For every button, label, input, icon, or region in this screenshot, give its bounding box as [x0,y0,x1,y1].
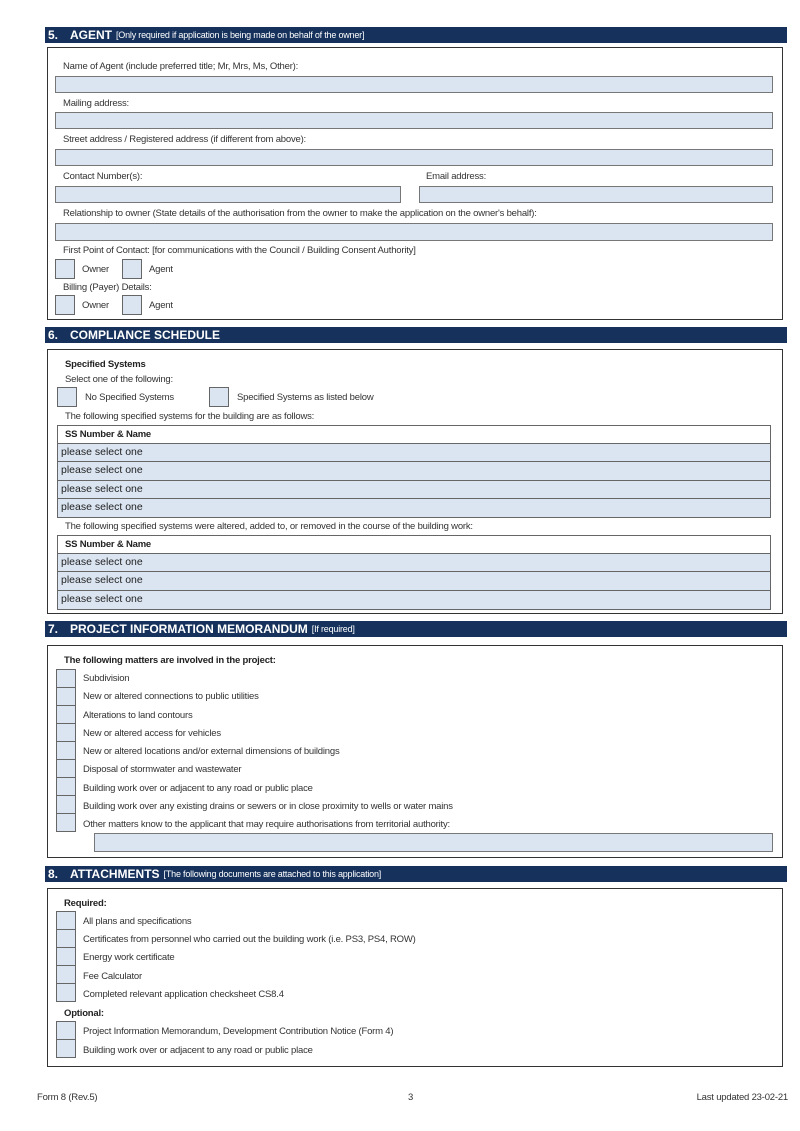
attach-checkbox-energy[interactable] [56,947,76,966]
specified-systems-listed-label: Specified Systems as listed below [237,392,374,403]
footer-page-number: 3 [408,1092,414,1103]
attachment-label: Energy work certificate [83,952,175,963]
table1-caption: The following specified systems for the building are as follows: [65,411,315,422]
pim-checkbox-subdivision[interactable] [56,669,76,688]
billing-agent-checkbox[interactable] [122,295,142,315]
attachment-label: Building work over or adjacent to any road or public place [83,1045,313,1056]
no-specified-systems-checkbox[interactable] [57,387,77,407]
mailing-address-input[interactable] [55,112,773,129]
ss-select-row[interactable]: please select one [58,499,770,517]
pim-item-label: New or altered connections to public utilities [83,691,259,702]
pim-checkbox-road-public-place[interactable] [56,777,76,796]
attach-checkbox-fee-calculator[interactable] [56,965,76,984]
pim-checkbox-other-matters[interactable] [56,813,76,832]
pim-item-label: Other matters know to the applicant that may require authorisations from territorial authority: [83,819,450,830]
section-title: COMPLIANCE SCHEDULE [70,328,221,342]
first-contact-owner-label: Owner [82,264,109,275]
pim-intro: The following matters are involved in the project: [64,655,276,666]
section-number: 8. [48,867,59,881]
attach-checkbox-checksheet[interactable] [56,983,76,1002]
pim-checkbox-utilities[interactable] [56,687,76,706]
attachment-label: Certificates from personnel who carried out the building work (i.e. PS3, PS4, ROW) [83,934,416,945]
pim-checkbox-land-contours[interactable] [56,705,76,724]
attach-checkbox-pim[interactable] [56,1021,76,1040]
section-number: 7. [48,622,59,636]
ss-select-row[interactable]: please select one [58,572,770,590]
section-7-header [45,621,787,637]
pim-item-label: Building work over any existing drains or sewers or in close proximity to wells or water mains [83,801,453,812]
section-8-header [45,866,787,882]
table-header: SS Number & Name [58,426,770,444]
section-note: [If required] [311,624,355,634]
ss-select-row[interactable]: please select one [58,554,770,572]
pim-item-label: Disposal of stormwater and wastewater [83,764,242,775]
section-title: ATTACHMENTS [70,867,160,881]
first-contact-agent-checkbox[interactable] [122,259,142,279]
street-address-input[interactable] [55,149,773,166]
pim-item-label: Subdivision [83,673,130,684]
email-address-label: Email address: [426,171,487,182]
no-specified-systems-label: No Specified Systems [85,392,174,403]
ss-select-row[interactable]: please select one [58,462,770,480]
specified-systems-heading: Specified Systems [65,359,146,370]
agent-name-input[interactable] [55,76,773,93]
billing-owner-checkbox[interactable] [55,295,75,315]
specified-systems-table [57,425,771,518]
altered-systems-table [57,535,771,610]
billing-owner-label: Owner [82,300,109,311]
first-contact-label: First Point of Contact: [for communications with the Council / Building Consent Authority] [63,245,416,256]
attach-checkbox-road-public-place[interactable] [56,1039,76,1058]
ss-select-row[interactable]: please select one [58,591,770,609]
attachment-label: Project Information Memorandum, Development Contribution Notice (Form 4) [83,1026,394,1037]
section-note: [The following documents are attached to this application] [163,869,382,879]
attachment-label: Fee Calculator [83,971,142,982]
pim-checkbox-drains-sewers[interactable] [56,795,76,814]
email-address-input[interactable] [419,186,773,203]
pim-item-label: New or altered access for vehicles [83,728,221,739]
section-note: [Only required if application is being made on behalf of the owner] [116,30,365,40]
footer-last-updated: Last updated 23-02-21 [696,1092,788,1103]
contact-number-input[interactable] [55,186,401,203]
first-contact-agent-label: Agent [149,264,173,275]
street-address-label: Street address / Registered address (if different from above): [63,134,306,145]
section-title: AGENT [70,28,112,42]
section-number: 5. [48,28,59,42]
first-contact-owner-checkbox[interactable] [55,259,75,279]
mailing-address-label: Mailing address: [63,98,129,109]
contact-number-label: Contact Number(s): [63,171,143,182]
footer-form-id: Form 8 (Rev.5) [37,1092,98,1103]
pim-item-label: New or altered locations and/or external dimensions of buildings [83,746,340,757]
section-5-header [45,27,787,43]
specified-systems-listed-checkbox[interactable] [209,387,229,407]
attachment-label: Completed relevant application checksheet CS8.4 [83,989,284,1000]
attachment-label: All plans and specifications [83,916,192,927]
table2-caption: The following specified systems were altered, added to, or removed in the course of the building work: [65,521,473,532]
billing-agent-label: Agent [149,300,173,311]
table-header: SS Number & Name [58,536,770,554]
section-6-header [45,327,787,343]
ss-select-row[interactable]: please select one [58,481,770,499]
optional-heading: Optional: [64,1008,104,1019]
section-title: PROJECT INFORMATION MEMORANDUM [70,622,308,636]
relationship-input[interactable] [55,223,773,241]
pim-item-label: Building work over or adjacent to any road or public place [83,783,313,794]
pim-checkbox-stormwater[interactable] [56,759,76,778]
select-instruction: Select one of the following: [65,374,173,385]
ss-select-row[interactable]: please select one [58,444,770,462]
section-8-box [47,888,783,1067]
relationship-label: Relationship to owner (State details of the authorisation from the owner to make the application on the owner's behalf): [63,208,537,219]
pim-checkbox-vehicle-access[interactable] [56,723,76,742]
pim-checkbox-building-locations[interactable] [56,741,76,760]
other-matters-input[interactable] [94,833,773,852]
billing-label: Billing (Payer) Details: [63,282,152,293]
section-number: 6. [48,328,59,342]
attach-checkbox-plans[interactable] [56,911,76,930]
pim-item-label: Alterations to land contours [83,710,193,721]
required-heading: Required: [64,898,107,909]
attach-checkbox-certificates[interactable] [56,929,76,948]
agent-name-label: Name of Agent (include preferred title; Mr, Mrs, Ms, Other): [63,61,299,72]
